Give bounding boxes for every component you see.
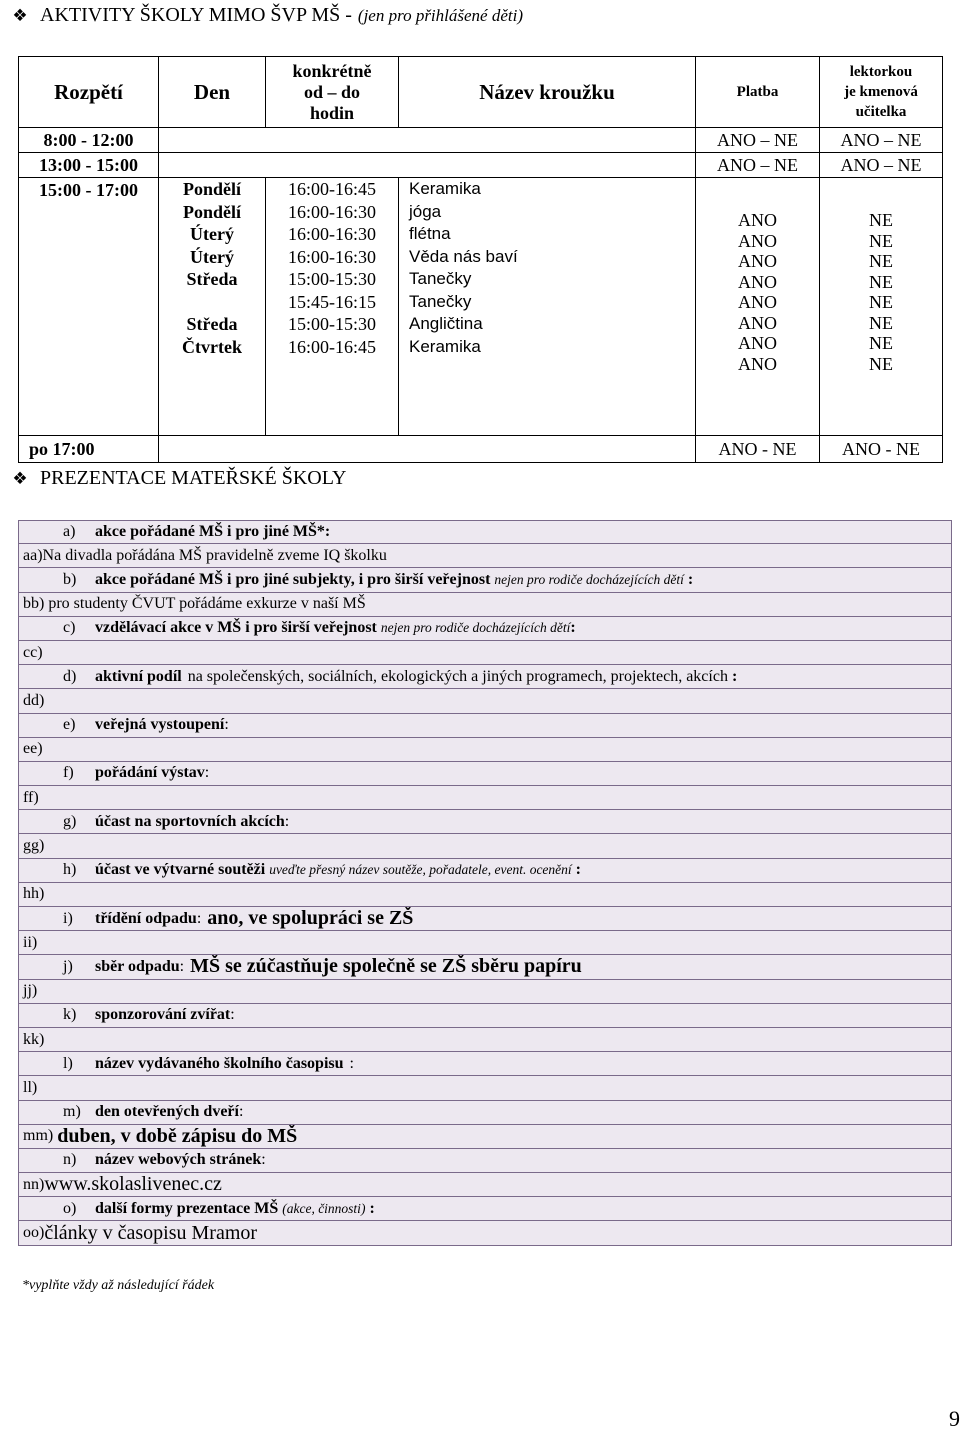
table-row [19,178,943,436]
rozpeti-cell: 15:00 - 17:00 [19,178,159,436]
names-cell: Keramika jóga flétna Věda nás baví Tanečky Tanečky Angličtina Keramika [399,178,696,436]
platba-stack-cell: ANO ANO ANO ANO ANO ANO ANO ANO [696,178,820,436]
presentation-list [18,520,952,1246]
rozpeti-cell: 8:00 - 12:00 [19,128,159,153]
answer-row[interactable]: gg) [18,834,952,858]
list-item: i) třídění odpadu : ano, ve spolupráci se ZŠ [18,907,952,931]
list-item: o) další formy prezentace MŠ (akce, činnosti) : [18,1197,952,1221]
list-item: g) účast na sportovních akcích : [18,810,952,834]
answer-row[interactable]: ii) [18,931,952,955]
activities-table [18,56,943,463]
list-item: a) akce pořádané MŠ i pro jiné MŠ*: [18,520,952,544]
list-item: e) veřejná vystoupení : [18,714,952,738]
answer-row[interactable]: jj) [18,980,952,1004]
footnote: *vyplňte vždy až následující řádek [22,1278,215,1293]
lektor-cell: ANO – NE [820,153,943,178]
diamond-bullet-icon: ❖ [12,5,28,26]
platba-cell: ANO – NE [696,128,820,153]
list-item: h) účast ve výtvarné soutěži uveďte přesný název soutěže, pořadatele, event. ocenění : [18,859,952,883]
list-item: n) název webových stránek : [18,1149,952,1173]
table-row [19,128,943,153]
header-platba: Platba [696,57,820,128]
lektor-cell: ANO - NE [820,436,943,463]
days-cell: Pondělí Pondělí Úterý Úterý Středa Středa Čtvrtek [159,178,266,436]
platba-cell: ANO – NE [696,153,820,178]
header-lektorkou: lektorkou je kmenová učitelka [820,57,943,128]
list-item: m) den otevřených dveří : [18,1101,952,1125]
list-item: f) pořádání výstav : [18,762,952,786]
answer-row[interactable]: kk) [18,1028,952,1052]
table-row [19,436,943,463]
section-title: AKTIVITY ŠKOLY MIMO ŠVP MŠ - [40,4,352,26]
header-hodin: konkrétně od – do hodin [266,57,399,128]
times-cell: 16:00-16:45 16:00-16:30 16:00-16:30 16:00-16:30 15:00-15:30 15:45-16:15 15:00-15:30 16:00-16:45 [266,178,399,436]
section-heading-presentation [0,467,346,490]
answer-row[interactable]: bb) pro studenty ČVUT pořádáme exkurze v naší MŠ [18,593,952,617]
list-item: l) název vydávaného školního časopisu : [18,1052,952,1076]
rozpeti-cell: po 17:00 [19,436,159,463]
section-title: PREZENTACE MATEŘSKÉ ŠKOLY [40,467,347,489]
list-item: c) vzdělávací akce v MŠ i pro širší veřejnost nejen pro rodiče docházejících dětí : [18,617,952,641]
list-item: k) sponzorování zvířat : [18,1004,952,1028]
header-nazev: Název kroužku [399,57,696,128]
list-item: d) aktivní podíl na společenských, sociálních, ekologických a jiných programech, projektech, akcích : [18,665,952,689]
answer-row[interactable]: ee) [18,738,952,762]
section-subtitle: (jen pro přihlášené děti) [357,5,523,25]
section-heading-activities [0,4,523,27]
rozpeti-cell: 13:00 - 15:00 [19,153,159,178]
table-row [19,153,943,178]
answer-row[interactable]: ff) [18,786,952,810]
page-number: 9 [949,1406,960,1431]
answer-row[interactable]: hh) [18,883,952,907]
lektor-stack-cell: NE NE NE NE NE NE NE NE [820,178,943,436]
list-item: j) sběr odpadu : MŠ se zúčastňuje společně se ZŠ sběru papíru [18,955,952,979]
answer-row[interactable]: oo) články v časopisu Mramor [18,1221,952,1245]
header-rozpeti: Rozpětí [19,57,159,128]
header-den: Den [159,57,266,128]
answer-row[interactable]: dd) [18,689,952,713]
list-item: b) akce pořádané MŠ i pro jiné subjekty, i pro širší veřejnost nejen pro rodiče docházejících dětí : [18,568,952,592]
answer-row[interactable]: aa)Na divadla pořádána MŠ pravidelně zveme IQ školku [18,544,952,568]
table-header-row [19,57,943,128]
answer-row[interactable]: nn) www.skolaslivenec.cz [18,1173,952,1197]
answer-row[interactable]: ll) [18,1076,952,1100]
lektor-cell: ANO – NE [820,128,943,153]
answer-row[interactable]: mm) duben, v době zápisu do MŠ [18,1125,952,1149]
platba-cell: ANO - NE [696,436,820,463]
answer-row[interactable]: cc) [18,641,952,665]
diamond-bullet-icon: ❖ [12,468,28,489]
